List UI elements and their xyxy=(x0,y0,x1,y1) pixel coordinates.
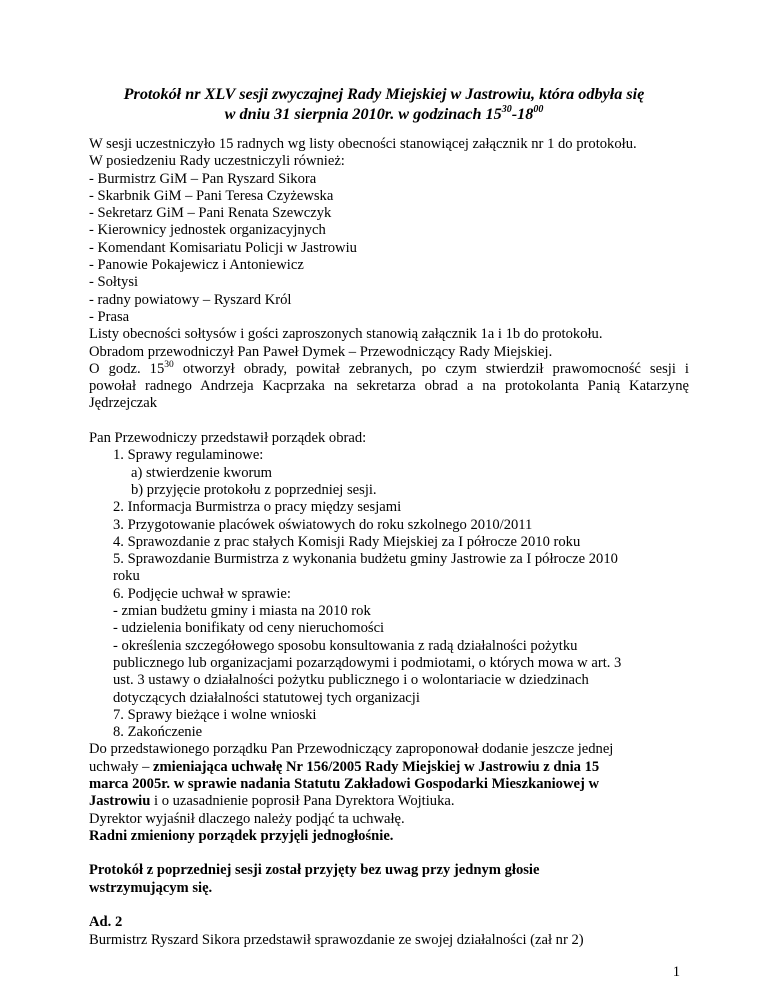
proposal-text: uchwały – xyxy=(89,758,154,775)
title-line-2 xyxy=(60,104,708,124)
resolution-title: Jastrowiu xyxy=(89,793,151,810)
paragraph-gap xyxy=(89,413,689,430)
agenda-subitem: a) stwierdzenie kworum xyxy=(131,464,273,481)
proposal-decision: Radni zmieniony porządek przyjęli jednogłośnie. xyxy=(89,827,394,844)
opening-line-1 xyxy=(89,361,689,378)
document-body xyxy=(89,136,689,949)
proposal-line xyxy=(89,759,689,776)
agenda-item: 4. Sprawozdanie z prac stałych Komisji Rady Miejskiej za I półrocze 2010 roku xyxy=(113,533,581,550)
ad2-section xyxy=(89,914,689,949)
opening-time: O godz. 15 xyxy=(89,360,165,377)
attendance-line: W posiedzeniu Rady uczestniczyli również: xyxy=(89,153,345,170)
opening-text: otworzył obrady, powitał zebranych, po czym stwierdził prawomocność sesji i xyxy=(173,360,689,377)
agenda-subitem-continuation: ust. 3 ustawy o działalności pożytku publicznego i o wolontariacie w dziedzinach xyxy=(113,672,589,689)
agenda-subitem: - określenia szczegółowego sposobu konsultowania z radą działalności pożytku xyxy=(113,637,578,654)
attendance-line: W sesji uczestniczyło 15 radnych wg listy obecności stanowiącej załącznik nr 1 do protokołu. xyxy=(89,136,637,152)
title-end-minutes: 00 xyxy=(533,103,544,115)
agenda-subitem: - zmian budżetu gminy i miasta na 2010 rok xyxy=(113,603,371,620)
attendee-item: - Sekretarz GiM – Pani Renata Szewczyk xyxy=(89,205,332,222)
attendance-line: Listy obecności sołtysów i gości zaproszonych stanowią załącznik 1a i 1b do protokołu. xyxy=(89,326,603,343)
attendee-item: - Sołtysi xyxy=(89,274,139,291)
protocol-accepted-line: wstrzymującym się. xyxy=(89,879,213,896)
agenda-item: 5. Sprawozdanie Burmistrza z wykonania budżetu gminy Jastrowie za I półrocze 2010 xyxy=(113,551,618,568)
attendee-item: - Kierownicy jednostek organizacyjnych xyxy=(89,222,326,239)
resolution-title: zmieniająca uchwałę Nr 156/2005 Rady Miejskiej w Jastrowiu z dnia 15 xyxy=(153,758,600,775)
title-end-hour: -18 xyxy=(511,105,534,123)
proposal-text: i o uzasadnienie poprosił Pana Dyrektora Wojtiuka. xyxy=(150,793,455,810)
section-text: Burmistrz Ryszard Sikora przedstawił sprawozdanie ze swojej działalności (zał nr 2) xyxy=(89,931,584,948)
opening-time-minutes: 30 xyxy=(164,360,174,370)
protocol-accepted-line: Protokół z poprzedniej sesji został przyjęty bez uwag przy jednym głosie xyxy=(89,862,540,879)
proposal-line xyxy=(89,793,689,810)
agenda-section xyxy=(89,430,689,741)
title-start-minutes: 30 xyxy=(501,103,512,115)
attendee-item: - Burmistrz GiM – Pan Ryszard Sikora xyxy=(89,170,317,187)
agenda-item-continuation: roku xyxy=(113,568,140,585)
opening-line-3: Jędrzejczak xyxy=(89,395,158,412)
protocol-accepted-section xyxy=(89,862,689,897)
agenda-item: 3. Przygotowanie placówek oświatowych do roku szkolnego 2010/2011 xyxy=(113,516,533,533)
attendee-item: - Komendant Komisariatu Policji w Jastrowiu xyxy=(89,239,357,256)
agenda-subitem-continuation: dotyczących działalności statutowej tych organizacji xyxy=(113,689,420,706)
page-number: 1 xyxy=(672,964,680,980)
attendee-item: - Prasa xyxy=(89,308,130,325)
paragraph-gap xyxy=(89,897,689,914)
title-line-1: Protokół nr XLV sesji zwyczajnej Rady Miejskiej w Jastrowiu, która odbyła się xyxy=(123,85,645,103)
opening-paragraph xyxy=(89,361,689,413)
agenda-subitem-continuation: publicznego lub organizacjami pozarządowymi i podmiotami, o których mowa w art. 3 xyxy=(113,654,622,671)
paragraph-gap xyxy=(89,845,689,862)
attendee-item: - Panowie Pokajewicz i Antoniewicz xyxy=(89,257,304,274)
attendee-item: - radny powiatowy – Ryszard Król xyxy=(89,291,292,308)
proposal-section xyxy=(89,741,689,845)
proposal-line: Do przedstawionego porządku Pan Przewodniczący zaproponował dodanie jeszcze jednej xyxy=(89,741,614,758)
document-title xyxy=(60,84,708,124)
agenda-item: 8. Zakończenie xyxy=(113,724,203,741)
agenda-intro: Pan Przewodniczy przedstawił porządek obrad: xyxy=(89,430,367,447)
agenda-item: 6. Podjęcie uchwał w sprawie: xyxy=(113,585,291,602)
agenda-subitem: - udzielenia bonifikaty od ceny nieruchomości xyxy=(113,620,385,637)
agenda-subitem: b) przyjęcie protokołu z poprzedniej sesji. xyxy=(131,481,377,498)
agenda-item: 1. Sprawy regulaminowe: xyxy=(113,447,264,464)
agenda-item: 7. Sprawy bieżące i wolne wnioski xyxy=(113,706,317,723)
attendance-line: Obradom przewodniczył Pan Paweł Dymek – Przewodniczący Rady Miejskiej. xyxy=(89,343,553,360)
section-heading: Ad. 2 xyxy=(89,914,123,931)
attendee-item: - Skarbnik GiM – Pani Teresa Czyżewska xyxy=(89,187,334,204)
opening-line-2: powołał radnego Andrzeja Kacprzaka na sekretarza obrad a na protokolanta Panią Katarzynę xyxy=(89,378,689,395)
agenda-item: 2. Informacja Burmistrza o pracy między sesjami xyxy=(113,499,402,516)
proposal-line: Dyrektor wyjaśnił dlaczego należy podjąć ta uchwałę. xyxy=(89,810,405,827)
resolution-title: marca 2005r. w sprawie nadania Statutu Zakładowi Gospodarki Mieszkaniowej w xyxy=(89,775,600,792)
attendance-section xyxy=(89,136,689,361)
title-date: w dniu 31 sierpnia 2010r. w godzinach 15 xyxy=(224,105,502,123)
